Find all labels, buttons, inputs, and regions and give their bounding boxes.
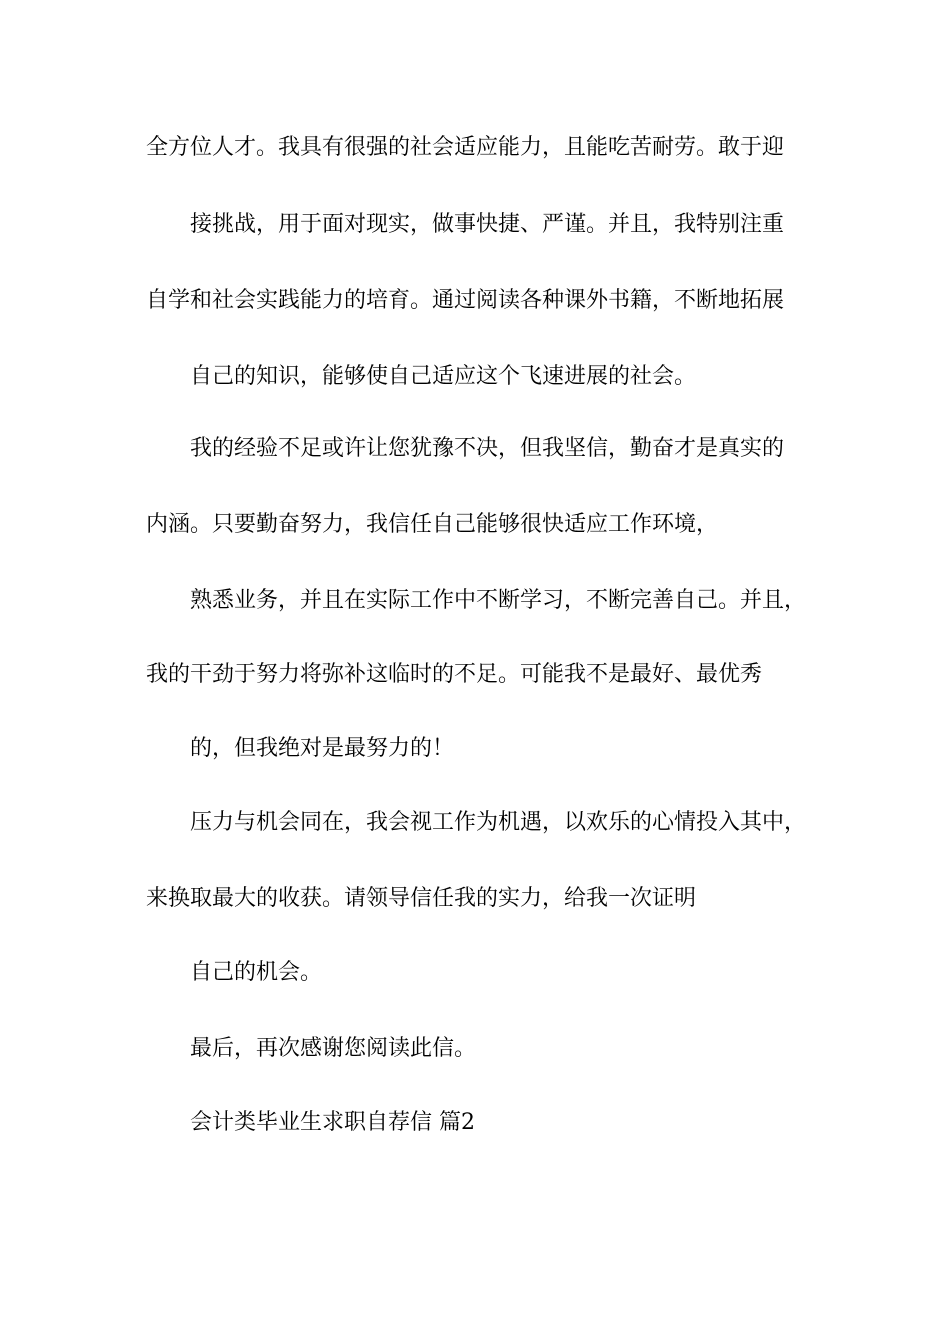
text-line-7: 熟悉业务，并且在实际工作中不断学习，不断完善自己。并且， bbox=[190, 588, 807, 613]
text-line-6: 内涵。只要勤奋努力，我信任自己能够很快适应工作环境， bbox=[146, 512, 719, 537]
text-line-1: 全方位人才。我具有很强的社会适应能力，且能吃苦耐劳。敢于迎 bbox=[146, 135, 785, 160]
text-line-5: 我的经验不足或许让您犹豫不决，但我坚信，勤奋才是真实的 bbox=[190, 436, 785, 461]
text-line-2: 接挑战，用于面对现实，做事快捷、严谨。并且，我特别注重 bbox=[190, 212, 785, 237]
text-line-3: 自学和社会实践能力的培育。通过阅读各种课外书籍，不断地拓展 bbox=[146, 288, 785, 313]
text-line-11: 来换取最大的收获。请领导信任我的实力，给我一次证明 bbox=[146, 886, 697, 911]
text-line-9: 的，但我绝对是最努力的！ bbox=[190, 736, 455, 761]
text-line-10: 压力与机会同在，我会视工作为机遇，以欢乐的心情投入其中， bbox=[190, 810, 807, 835]
text-line-12: 自己的机会。 bbox=[190, 960, 323, 985]
text-line-13: 最后，再次感谢您阅读此信。 bbox=[190, 1036, 477, 1061]
section-heading: 会计类毕业生求职自荐信 篇2 bbox=[190, 1110, 475, 1135]
text-line-8: 我的干劲于努力将弥补这临时的不足。可能我不是最好、最优秀 bbox=[146, 662, 763, 687]
text-line-4: 自己的知识，能够使自己适应这个飞速进展的社会。 bbox=[190, 364, 697, 389]
